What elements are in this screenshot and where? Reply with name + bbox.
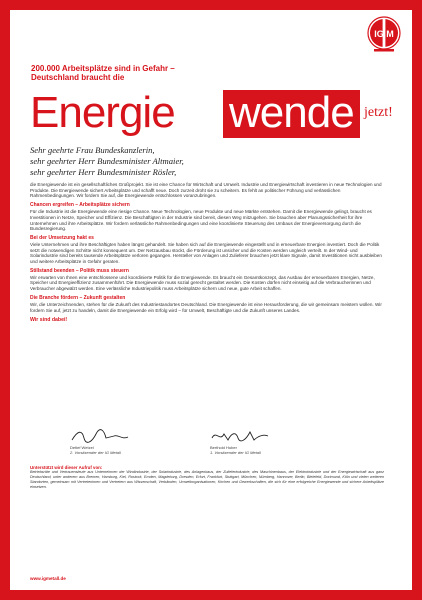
supporters-title: Unterstützt wird dieser Aufruf von:: [30, 465, 103, 470]
closing-line: Wir sind dabei!: [30, 317, 68, 324]
headline-jetzt: jetzt!: [364, 105, 393, 120]
supporters: [30, 465, 384, 490]
headline-energie: Energie: [30, 88, 175, 137]
handwritten-signature: [210, 428, 270, 444]
section-title: Bei der Umsetzung hakt es: [30, 234, 94, 241]
kicker-line-1: 200.000 Arbeitsplätze sind in Gefahr –: [31, 64, 175, 73]
salutation-line: Sehr geehrte Frau Bundeskanzlerin,: [30, 145, 155, 155]
section-text: Wir erwarten von Ihnen eine entschlossene und koordinierte Politik für die Energiewende. Es braucht ein Gesamtkonzept, das Ausbau der erneuerbaren Energien, Netze, Speicher und Energieeffizienz zusammenführt. Die Energiewende muss sozial gerecht gestaltet werden. Die Kosten dürfen nicht einseitig auf die Verbraucherinnen und Verbraucher abgewälzt werden. Eine verlässliche Industriepolitik muss Arbeitsplätze sichern und neue, gute Arbeit schaffen.: [30, 274, 375, 292]
poster-page: [10, 10, 412, 590]
section-title: Stillstand beenden – Politik muss steuern: [30, 267, 129, 274]
salutation-line: sehr geehrter Herr Bundesminister Rösler,: [30, 167, 177, 177]
section-text: Wir, die Unterzeichnenden, stehen für die Zukunft des Industriestandortes Deutschland. Die Energiewende ist eine Herausforderung, die wir gemeinsam meistern wollen. Wir fordern Sie auf, jetzt zu handeln, damit die Energiewende ein Erfolg wird – für Umwelt, Beschäftigte und die Zukunft unseres Landes.: [30, 301, 382, 313]
header: [31, 64, 175, 82]
supporters-text: Betriebsräte und Vertrauensleute aus Unternehmen der Windindustrie, der Solarindustrie, des Anlagenbaus, der Zulieferindustrie, des Maschinenbaus, der Elektroindustrie und der Energiewirtschaft aus ganz Deutschland, unter anderem aus Bremen, Hamburg, Kiel, Rostock, Emden, Magdeburg, Dresden, Erfurt, Frankfurt, Stuttgart, München, Nürnberg, Hannover, Berlin, Bielefeld, Dortmund, Köln und vielen weiteren Standorten, gemeinsam mit Vertreterinnen und Vertretern aus Wissenschaft, Verbänden, Umweltorganisationen, Kirchen und Gewerkschaften, die sich für eine erfolgreiche Energiewende und sichere Arbeitsplätze einsetzen.: [30, 470, 384, 489]
ig-metall-logo: [364, 13, 404, 57]
section-text: Für die Industrie ist die Energiewende eine riesige Chance. Neue Technologien, neue Produkte und neue Märkte entstehen. Damit die Energiewende gelingt, braucht es Investitionen in Netze, Speicher und Effizienz. Die Beschäftigten in der Industrie sind bereit, diesen Weg mitzugehen. Sie brauchen aber Planungssicherheit für ihre Unternehmen und ihre Arbeitsplätze. Wir fordern verlässliche Rahmenbedingungen und eine koordinierte Steuerung des Umbaus der Energieversorgung durch die Bundesregierung.: [30, 209, 372, 232]
signature-block: [70, 428, 190, 455]
section-title: Die Branche fördern – Zukunft gestalten: [30, 294, 126, 301]
signature-name: Berthold Huber: [210, 445, 237, 450]
signature-role: 2. Vorsitzender der IG Metall: [70, 450, 121, 455]
logo-lettering: IG M: [374, 29, 394, 39]
signature-role: 1. Vorsitzender der IG Metall: [210, 450, 261, 455]
handwritten-signature: [70, 428, 130, 444]
salutation-line: sehr geehrter Herr Bundesminister Altmaier,: [30, 156, 184, 166]
kicker-line-2: Deutschland braucht die: [31, 73, 125, 82]
section-title: Chancen ergreifen – Arbeitsplätze sichern: [30, 202, 130, 209]
headline: [30, 90, 400, 140]
intro-paragraph: die Energiewende ist ein gesellschaftliches Großprojekt. Sie ist eine Chance für Wirtschaft und Umwelt. Industrie und Energiewirtschaft investieren in neue Technologien und Produkte. Die Energiewende sichert Arbeitsplätze und schafft neue. Doch zurzeit droht sie zu scheitern. Es fehlt an politischer Führung und verlässlichen Rahmenbedingungen. Wir fordern Sie auf, die Energiewende entschlossen voranzubringen.: [30, 182, 382, 199]
letter-body: [30, 182, 382, 323]
signature-block: [210, 428, 330, 455]
section-text: Viele Unternehmen und ihre Beschäftigten haben längst gehandelt. Sie haben sich auf die Energiewende eingestellt und in erneuerbare Energien investiert. Doch die Politik setzt die notwendigen Schritte nicht konsequent um. Der Netzausbau stockt, die Förderung ist unsicher und die Kosten werden ungleich verteilt. In der Wind- und Solarindustrie sind bereits tausende Arbeitsplätze verloren gegangen. Hersteller von Anlagen und Zulieferer brauchen jetzt klare Signale, damit Investitionen nicht ausbleiben und weitere Arbeitsplätze in Gefahr geraten.: [30, 241, 382, 265]
footer-url[interactable]: www.igmetall.de: [30, 576, 66, 581]
signature-name: Detlef Wetzel: [70, 445, 94, 450]
headline-wende: wende: [223, 90, 360, 138]
salutation: [30, 145, 370, 178]
